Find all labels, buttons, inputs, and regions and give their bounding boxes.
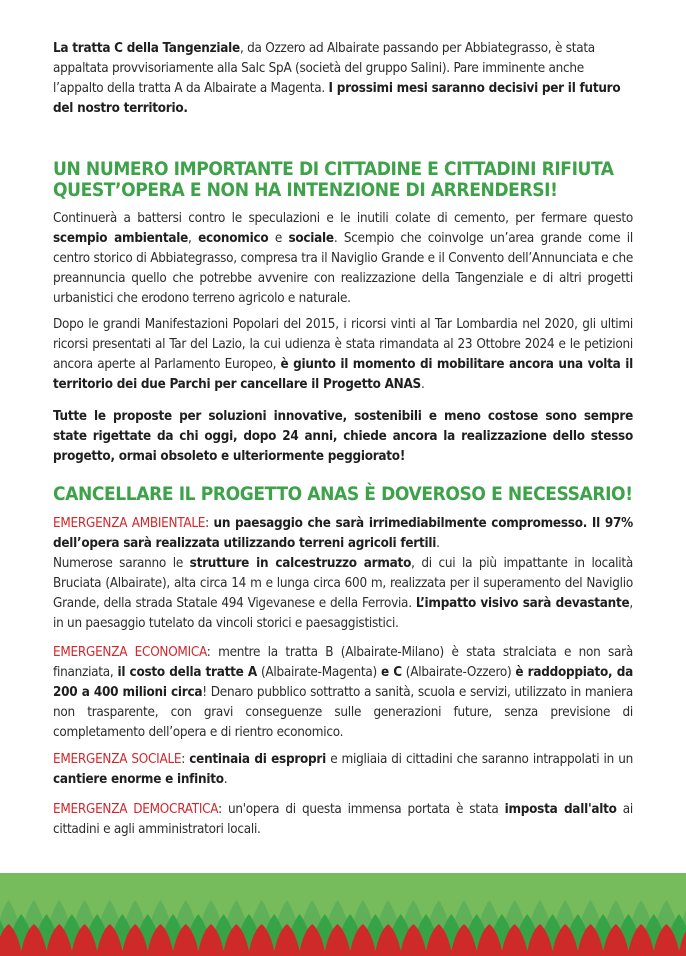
emergenza-label: EMERGENZA ECONOMICA [53,645,207,660]
heading-line-2: QUEST’OPERA E NON HA INTENZIONE DI ARRENDERSI! [53,179,558,201]
text: : un'opera di questa immensa portata è stata [218,802,505,817]
bold-text: cantiere enorme e infinito [53,772,224,787]
text: , [188,231,199,246]
bold-text: un paesaggio che sarà irrimediabilmente compromesso. Il 97% dell’opera sarà realizzata utilizzando terreni agricoli fertili [53,516,634,551]
heading-line-1: UN NUMERO IMPORTANTE DI CITTADINE E CITTADINI RIFIUTA [53,158,614,180]
bold-text: è raddoppiato, da 200 a 400 milioni circa [53,665,633,700]
text: ! Denaro pubblico sottratto a sanità, scuola e servizi, utilizzato in maniera non trasparente, con gravi conseguenze sulle generazioni future, senza previsione di completamento dell’opera e di rientro economico. [53,685,633,740]
intro-text: , da Ozzero ad Albairate passando per Abbiategrasso, è stata appaltata provvisoriamente alla Salc SpA (società del gruppo Salini). Pare imminente anche l’appalto della tratta A da Albairate a Magenta. [53,41,595,96]
intro-paragraph [53,39,633,119]
emergenza-economica [53,643,633,743]
bold-text: il costo della tratte A [117,665,257,680]
bold-text: L’impatto visivo sarà devastante [415,596,630,611]
text: . [223,772,228,787]
text: . [420,377,425,392]
text: : [181,752,190,767]
paragraph-proposte [53,407,633,467]
emergenza-label: EMERGENZA AMBIENTALE [53,516,206,531]
emergenza-label: EMERGENZA DEMOCRATICA [53,802,219,817]
intro-bold-lead: La tratta C della Tangenziale [53,41,240,56]
heading-cancellare: CANCELLARE IL PROGETTO ANAS È DOVEROSO E NECESSARIO! [53,483,633,505]
bold-text: centinaia di espropri [189,752,327,767]
intro-bold-conclusion: I prossimi mesi saranno decisivi per il futuro del nostro territorio. [53,81,621,116]
bold-text: scempio ambientale [53,231,189,246]
bold-text: è giunto il momento di mobilitare ancora una volta il territorio dei due Parchi per cancellare il Progetto ANAS [53,357,633,392]
paragraph-scempio [53,209,633,309]
text: . [436,536,440,551]
bold-text: e C [380,665,402,680]
emergenza-label: EMERGENZA SOCIALE [53,752,182,767]
heading-cittadini [53,159,614,201]
text: , in un paesaggio tutelato da vincoli storici e paesaggististici. [53,596,633,631]
text: (Albairate-Magenta) [256,665,381,680]
text: ai cittadini e agli amministratori locali. [53,802,633,837]
text: Dopo le grandi Manifestazioni Popolari del 2015, i ricorsi vinti al Tar Lombardia nel 2020, gli ultimi ricorsi presentati al Tar del Lazio, la cui udienza è stata rimandata al 23 Ottobre 2024 e le petizioni ancora aperte al Parlamento Europeo, [53,317,633,372]
text: : mentre la tratta B (Albairate-Milano) è stata stralciata e non sarà finanziata, [53,645,633,680]
bold-text: strutture in calcestruzzo armato [189,556,412,571]
text: . Scempio che coinvolge un’area grande come il centro storico di Abbiategrasso, compresa tra il Naviglio Grande e il Convento dell’Annunciata e che preannuncia quello che potrebbe avvenire con realizzazione della Tangenziale e di altri progetti urbanistici che erodono terreno agricolo e naturale. [53,231,633,306]
text: , di cui la più impattante in località Bruciata (Albairate), alta circa 14 m e lunga circa 600 m, realizzata per il superamento del Naviglio Grande, della strada Statale 494 Vigevanese e della Ferrovia. [53,556,633,611]
text: Continuerà a battersi contro le speculazioni e le inutili colate di cemento, per fermare questo [53,211,633,226]
text: Numerose saranno le [53,556,190,571]
emergenza-sociale [53,750,633,790]
bold-text: economico [198,231,269,246]
decorative-scalloped-footer-band [0,873,686,956]
emergenza-democratica [53,800,633,840]
text: e [268,231,289,246]
emergenza-ambientale [53,514,633,634]
text: e migliaia di cittadini che saranno intrappolati in un [326,752,633,767]
text: (Albairate-Ozzero) [401,665,516,680]
text: : [205,516,214,531]
bold-text: imposta dall'alto [504,802,617,817]
bold-text: sociale [288,231,334,246]
paragraph-ricorsi [53,315,633,395]
bold-text: Tutte le proposte per soluzioni innovative, sostenibili e meno costose sono sempre state rigettate da chi oggi, dopo 24 anni, chiede ancora la realizzazione dello stesso progetto, ormai obsoleto e ulteriormente peggiorato! [53,409,633,464]
